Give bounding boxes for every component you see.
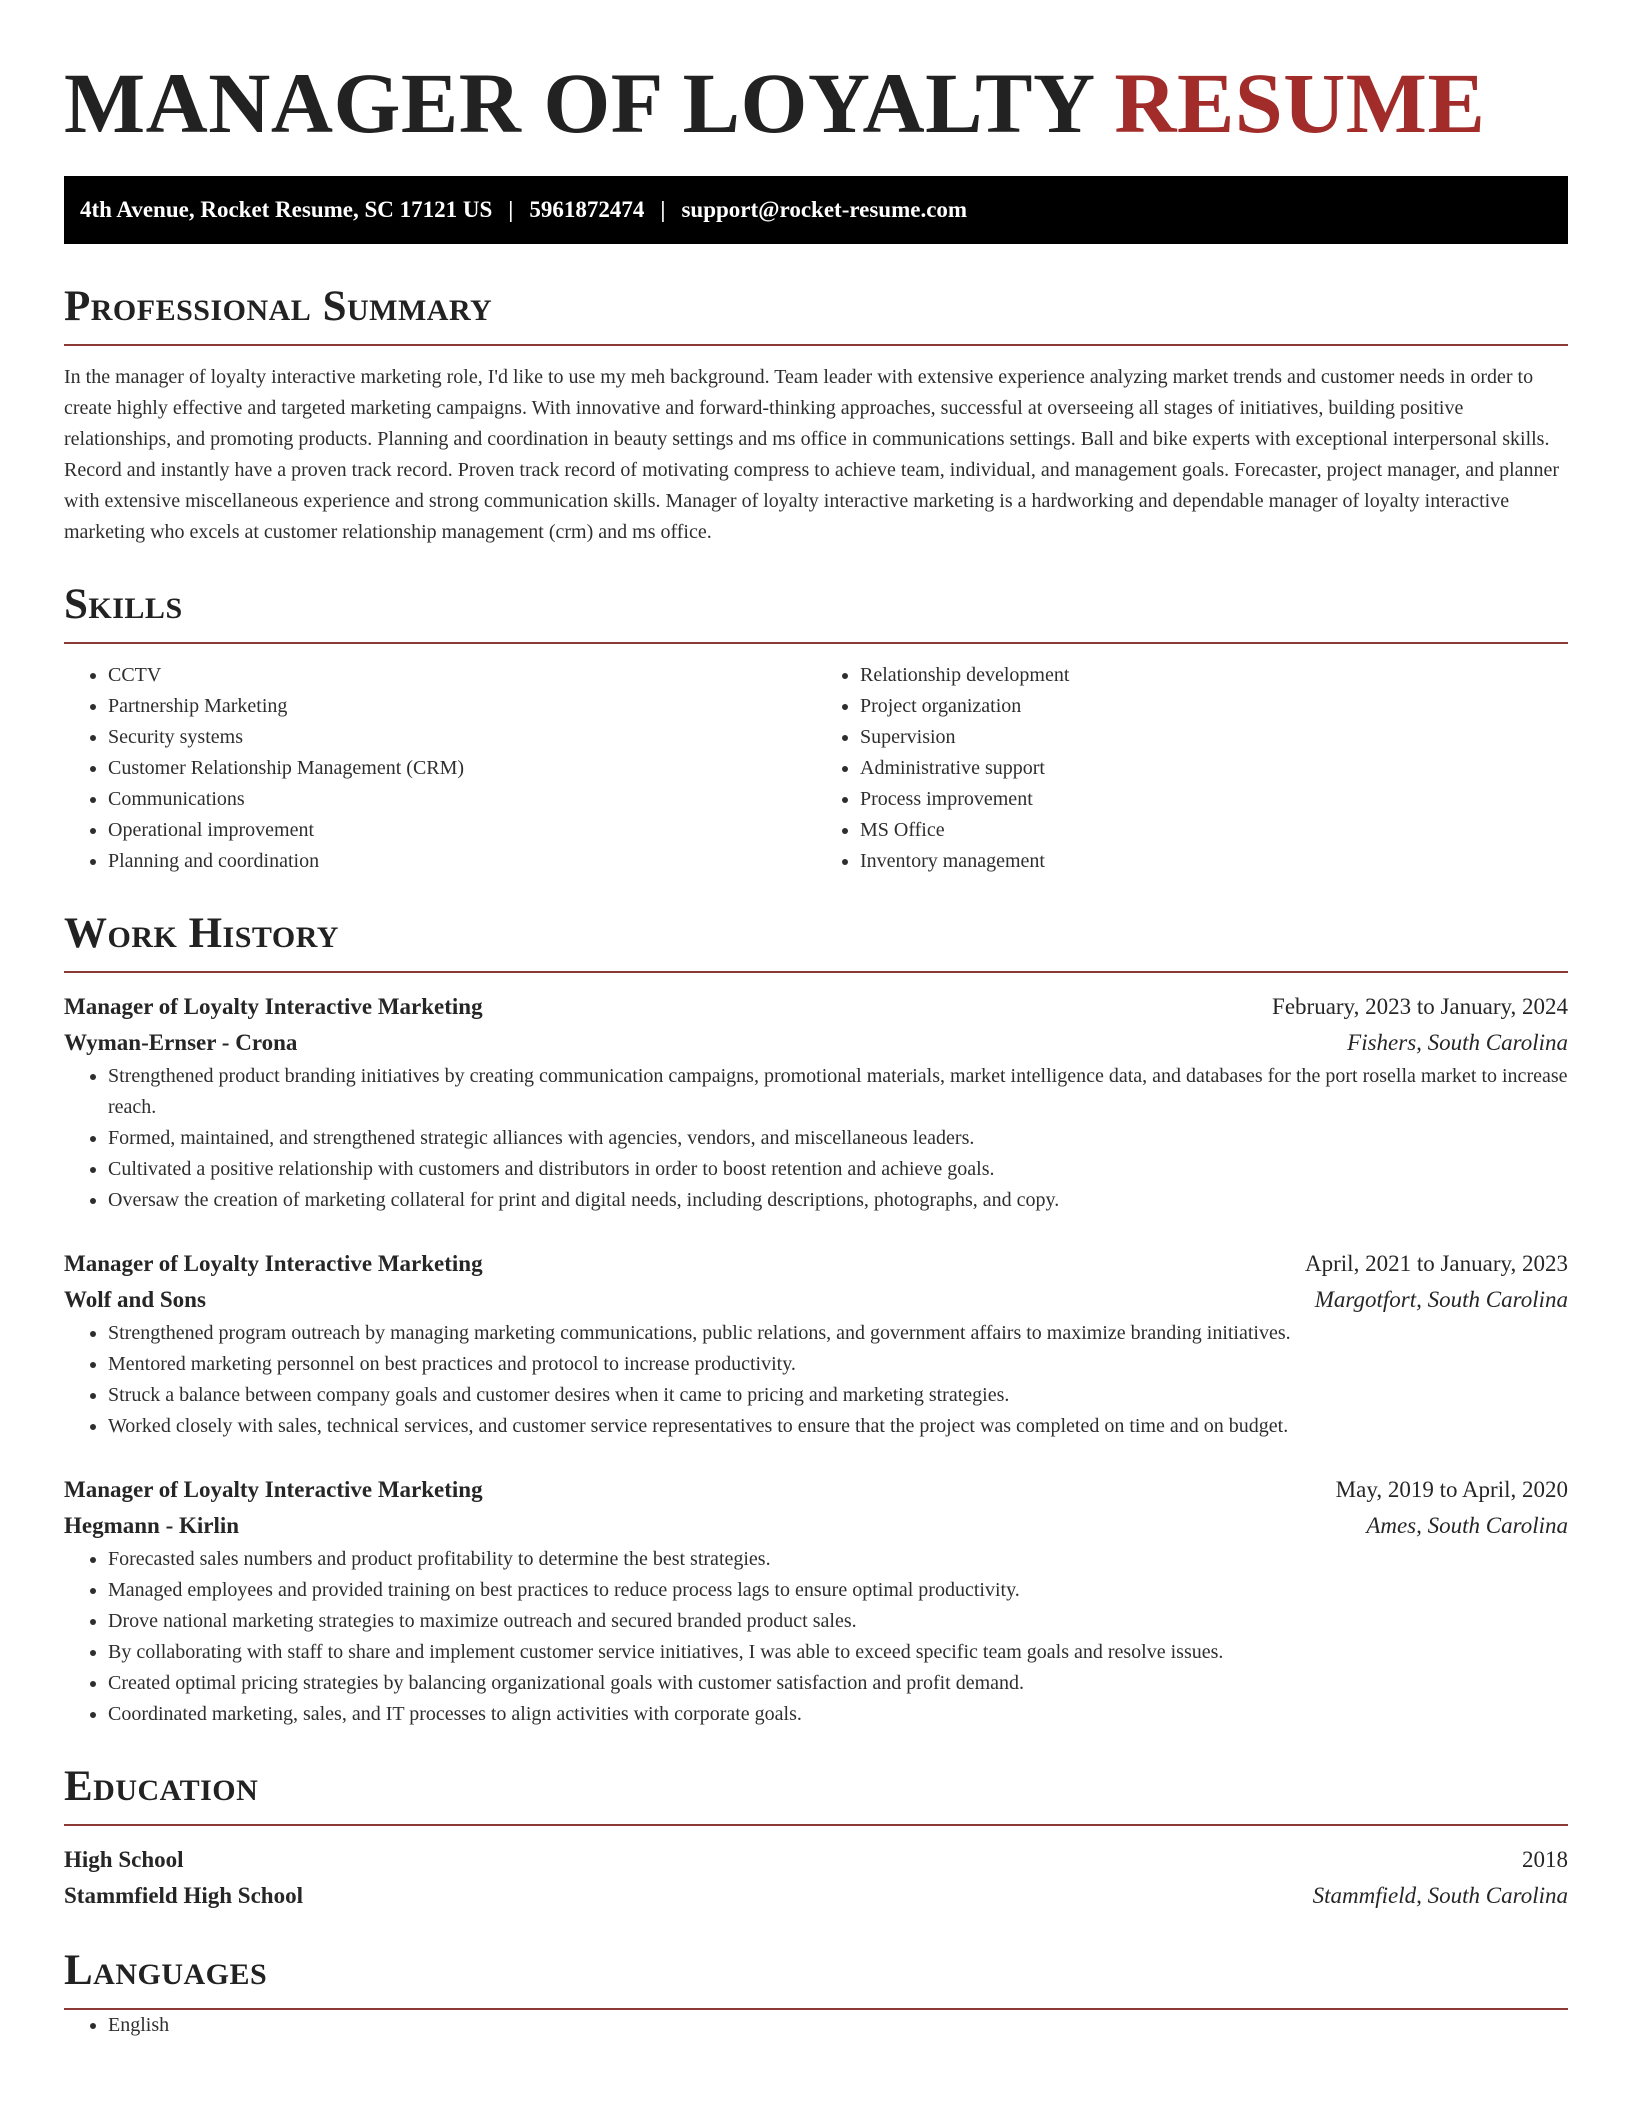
job-bullet: • Created optimal pricing strategies by balancing organizational goals with customer satisfaction and profit demand. — [108, 1668, 1568, 1699]
job-bullet: • Managed employees and provided training on best practices to reduce process lags to ensure optimal productivity. — [108, 1575, 1568, 1606]
summary-section — [64, 282, 1568, 548]
contact-address: 4th Avenue, Rocket Resume, SC 17121 US — [80, 197, 493, 222]
languages-section — [64, 1946, 1568, 2041]
education-year: 2018 — [1522, 1847, 1568, 1872]
job-location: Ames, South Carolina — [1366, 1513, 1568, 1538]
contact-separator: | — [508, 197, 514, 222]
job-title: Manager of Loyalty Interactive Marketing — [64, 994, 483, 1019]
section-divider — [64, 344, 1568, 346]
job-entry — [64, 1472, 1568, 1730]
section-divider — [64, 971, 1568, 973]
section-divider — [64, 642, 1568, 644]
skill-item: • Project organization — [860, 691, 1568, 722]
skills-heading: Skills — [64, 581, 183, 628]
education-school: Stammfield High School — [64, 1883, 303, 1908]
education-heading: Education — [64, 1763, 259, 1810]
education-degree: High School — [64, 1847, 184, 1872]
education-location: Stammfield, South Carolina — [1312, 1883, 1568, 1908]
skill-item: • CCTV — [108, 660, 816, 691]
job-bullets — [64, 1061, 1568, 1216]
job-bullet: • Mentored marketing personnel on best practices and protocol to increase productivity. — [108, 1349, 1568, 1380]
language-item: • English — [108, 2010, 1568, 2041]
skill-item: • MS Office — [860, 815, 1568, 846]
job-bullets — [64, 1318, 1568, 1442]
education-subheader — [64, 1878, 1568, 1914]
job-bullet: • Strengthened product branding initiatives by creating communication campaigns, promotional materials, market intelligence data, and databases for the port rosella market to increase reach. — [108, 1061, 1568, 1123]
skill-item: • Administrative support — [860, 753, 1568, 784]
skill-item: • Security systems — [108, 722, 816, 753]
job-company: Wyman-Ernser - Crona — [64, 1030, 298, 1055]
skills-section — [64, 580, 1568, 877]
skill-item: • Process improvement — [860, 784, 1568, 815]
contact-email: support@rocket-resume.com — [681, 197, 968, 222]
job-entry — [64, 1246, 1568, 1442]
job-bullets — [64, 1544, 1568, 1730]
job-header — [64, 989, 1568, 1025]
job-company: Hegmann - Kirlin — [64, 1513, 240, 1538]
contact-separator: | — [660, 197, 666, 222]
skill-item: • Communications — [108, 784, 816, 815]
skill-item: • Partnership Marketing — [108, 691, 816, 722]
job-bullet: • By collaborating with staff to share and implement customer service initiatives, I was able to exceed specific team goals and resolve issues. — [108, 1637, 1568, 1668]
skills-grid — [64, 660, 1568, 877]
job-title: Manager of Loyalty Interactive Marketing — [64, 1477, 483, 1502]
job-bullet: • Formed, maintained, and strengthened strategic alliances with agencies, vendors, and miscellaneous leaders. — [108, 1123, 1568, 1154]
job-bullet: • Forecasted sales numbers and product profitability to determine the best strategies. — [108, 1544, 1568, 1575]
job-bullet: • Oversaw the creation of marketing collateral for print and digital needs, including descriptions, photographs, and copy. — [108, 1185, 1568, 1216]
work-history-heading: Work History — [64, 910, 339, 957]
skills-list-right — [816, 660, 1568, 877]
job-bullet: • Struck a balance between company goals and customer desires when it came to pricing and marketing strategies. — [108, 1380, 1568, 1411]
contact-phone: 5961872474 — [529, 197, 645, 222]
job-header — [64, 1472, 1568, 1508]
resume-title — [64, 52, 1568, 154]
education-header — [64, 1842, 1568, 1878]
skill-item: • Customer Relationship Management (CRM) — [108, 753, 816, 784]
job-title: Manager of Loyalty Interactive Marketing — [64, 1251, 483, 1276]
job-subheader — [64, 1025, 1568, 1061]
job-location: Fishers, South Carolina — [1347, 1030, 1568, 1055]
job-header — [64, 1246, 1568, 1282]
job-dates: May, 2019 to April, 2020 — [1335, 1477, 1568, 1502]
job-bullet: • Strengthened program outreach by managing marketing communications, public relations, and government affairs to maximize branding initiatives. — [108, 1318, 1568, 1349]
title-accent: RESUME — [1114, 55, 1486, 151]
job-subheader — [64, 1508, 1568, 1544]
contact-bar — [64, 176, 1568, 244]
job-dates: April, 2021 to January, 2023 — [1305, 1251, 1568, 1276]
job-subheader — [64, 1282, 1568, 1318]
skill-item: • Planning and coordination — [108, 846, 816, 877]
education-entry — [64, 1842, 1568, 1914]
skill-item: • Relationship development — [860, 660, 1568, 691]
title-main: MANAGER OF LOYALTY — [64, 55, 1093, 151]
job-bullet: • Worked closely with sales, technical services, and customer service representatives to ensure that the project was completed on time and on budget. — [108, 1411, 1568, 1442]
skill-item: • Operational improvement — [108, 815, 816, 846]
job-location: Margotfort, South Carolina — [1314, 1287, 1568, 1312]
job-bullet: • Drove national marketing strategies to maximize outreach and secured branded product sales. — [108, 1606, 1568, 1637]
job-entry — [64, 989, 1568, 1216]
section-divider — [64, 1824, 1568, 1826]
languages-list — [64, 2010, 1568, 2041]
summary-text: In the manager of loyalty interactive marketing role, I'd like to use my meh background. Team leader with extensive experience analyzing market trends and customer needs in order to create highly effective and targeted marketing campaigns. With innovative and forward-thinking approaches, successful at overseeing all stages of initiatives, building positive relationships, and promoting products. Planning and coordination in beauty settings and ms office in communications settings. Ball and bike experts with exceptional interpersonal skills. Record and instantly have a proven track record. Proven track record of motivating compress to achieve team, individual, and management goals. Forecaster, project manager, and planner with extensive miscellaneous experience and strong communication skills. Manager of loyalty interactive marketing is a hardworking and dependable manager of loyalty interactive marketing who excels at customer relationship management (crm) and ms office. — [64, 366, 1560, 543]
languages-heading: Languages — [64, 1947, 268, 1994]
education-section — [64, 1762, 1568, 1914]
job-bullet: • Coordinated marketing, sales, and IT processes to align activities with corporate goals. — [108, 1699, 1568, 1730]
work-history-section — [64, 909, 1568, 1730]
skills-list-left — [64, 660, 816, 877]
skill-item: • Inventory management — [860, 846, 1568, 877]
job-company: Wolf and Sons — [64, 1287, 206, 1312]
job-dates: February, 2023 to January, 2024 — [1272, 994, 1568, 1019]
job-bullet: • Cultivated a positive relationship with customers and distributors in order to boost retention and achieve goals. — [108, 1154, 1568, 1185]
skill-item: • Supervision — [860, 722, 1568, 753]
summary-heading: Professional Summary — [64, 283, 493, 330]
